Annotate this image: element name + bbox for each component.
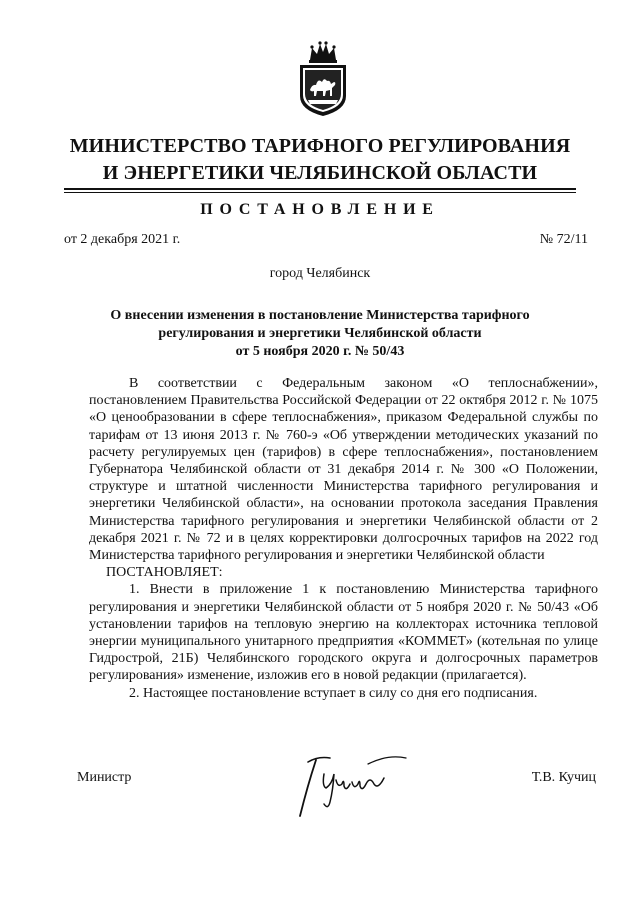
coat-of-arms-icon	[296, 40, 350, 118]
document-number: № 72/11	[539, 232, 588, 247]
document-city: город Челябинск	[269, 266, 371, 281]
signatory-name: Т.В. Кучиц	[531, 770, 596, 785]
handwritten-signature	[278, 744, 428, 824]
ministry-name-line2: И ЭНЕРГЕТИКИ ЧЕЛЯБИНСКОЙ ОБЛАСТИ	[102, 162, 538, 184]
subject-line2: регулирования и энергетики Челябинской области	[158, 326, 482, 341]
header-divider	[64, 188, 576, 190]
document-date: от 2 декабря 2021 г.	[64, 232, 181, 247]
body-paragraph-resolves: ПОСТАНОВЛЯЕТ:	[106, 565, 223, 581]
subject-line3: от 5 ноября 2020 г. № 50/43	[235, 344, 405, 359]
body-paragraph-item-2: 2. Настоящее постановление вступает в силу со дня его подписания.	[129, 685, 538, 701]
ministry-name-line1: МИНИСТЕРСТВО ТАРИФНОГО РЕГУЛИРОВАНИЯ	[69, 135, 571, 157]
document-type: ПОСТАНОВЛЕНИЕ	[200, 201, 440, 218]
signatory-title: Министр	[77, 770, 132, 785]
body-paragraph-item-1: 1. Внести в приложение 1 к постановлению Министерства тарифного регулирования и энергетики Челябинской области от 5 ноября 2020 г. № 50/43 «Об установлении тарифов на тепловую энергию на коллекторах источника тепловой энергии муниципального унитарного предприятия «КОММЕТ» (котельная по улице Гидрострой, 21Б) Челябинского городского округа и долгосрочных параметров регулирования» изменение, изложив его в новой редакции (прилагается).	[89, 582, 598, 684]
body-paragraph-preamble: В соответствии с Федеральным законом «О теплоснабжении», постановлением Правительства Российской Федерации от 22 октября 2012 г. № 1075 «О ценообразовании в сфере теплоснабжения», приказом Федеральной службы по тарифам от 13 июня 2013 г. № 760-э «Об утверждении методических указаний по расчету регулируемых цен (тарифов) в сфере теплоснабжения», постановлением Губернатора Челябинской области от 31 декабря 2014 г. № 300 «О Положении, структуре и штатной численности Министерства тарифного регулирования и энергетики Челябинской области», на основании протокола заседания Правления Министерства тарифного регулирования и энергетики Челябинской области от 2 декабря 2021 г. № 72 и в целях корректировки долгосрочных тарифов на 2022 год Министерства тарифного регулирования и энергетики Челябинской области	[89, 376, 598, 564]
header-divider-thin	[64, 192, 576, 193]
subject-line1: О внесении изменения в постановление Министерства тарифного	[110, 308, 530, 323]
document-subject	[90, 307, 550, 361]
document-body	[89, 375, 598, 702]
